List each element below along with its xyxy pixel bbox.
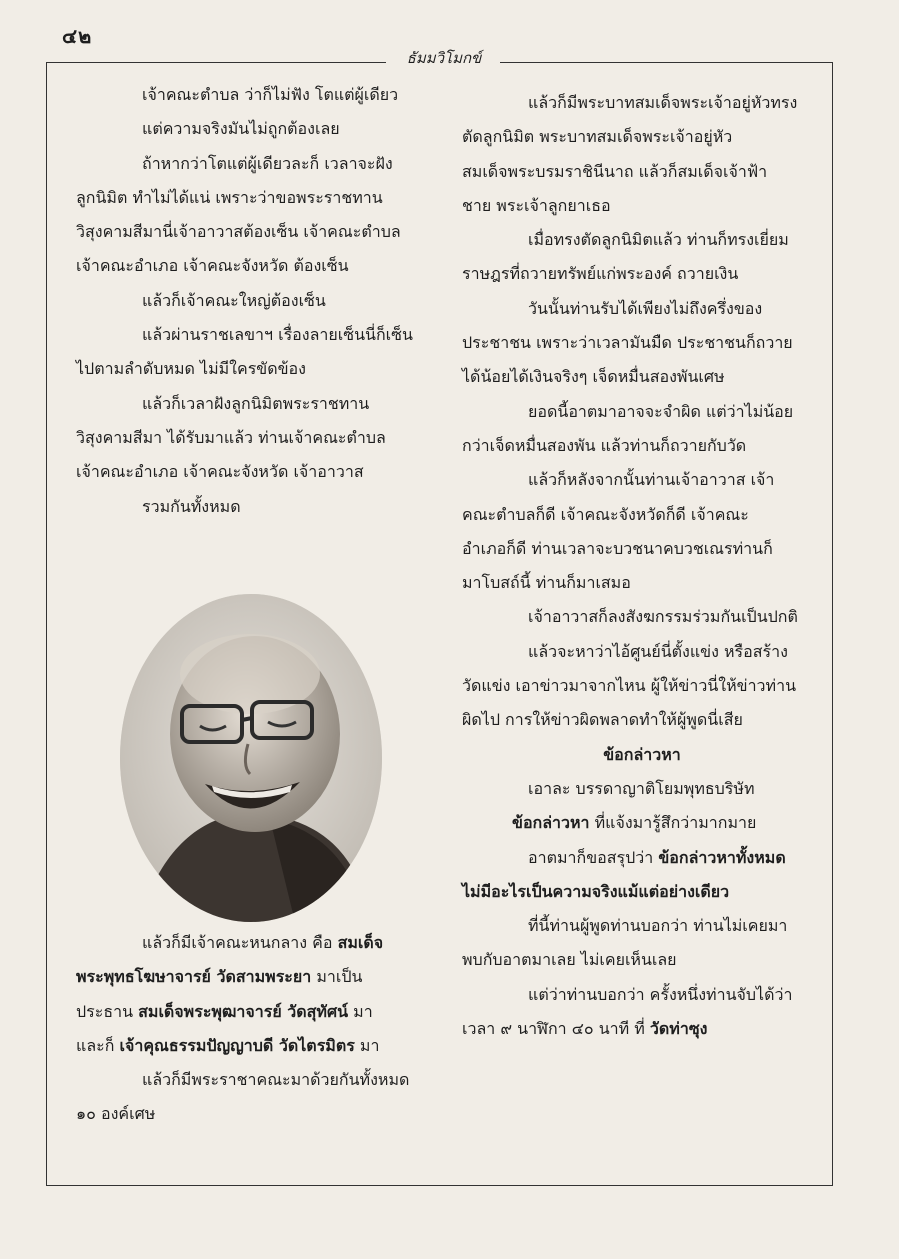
text-line: ตัดลูกนิมิต พระบาทสมเด็จพระเจ้าอยู่หัว	[462, 127, 733, 147]
page-number: ๔๒	[62, 24, 93, 48]
text-span: เวลา ๙ นาฬิกา ๔๐ นาที ที่	[462, 1019, 650, 1039]
text-line: เอาละ บรรดาญาติโยมพุทธบริษัท	[528, 778, 755, 798]
text-line: ยอดนี้อาตมาอาจจะจำผิด แต่ว่าไม่น้อย	[528, 401, 794, 421]
text-line: แล้วก็มีพระบาทสมเด็จพระเจ้าอยู่หัวทรง	[528, 93, 798, 112]
text-line: สมเด็จพระบรมราชินีนาถ แล้วก็สมเด็จเจ้าฟ้า	[462, 161, 768, 181]
text-line: แล้วก็เวลาฝังลูกนิมิตพระราชทาน	[142, 393, 370, 413]
text-line: รวมกันทั้งหมด	[142, 496, 241, 516]
text-line: แล้วก็มีพระราชาคณะมาด้วยกันทั้งหมด	[142, 1070, 410, 1090]
text-line: อำเภอก็ดี ท่านเวลาจะบวชนาคบวชเณรท่านก็	[462, 538, 773, 558]
text-line: แต่ว่าท่านบอกว่า ครั้งหนึ่งท่านจับได้ว่า	[528, 984, 793, 1004]
text-line: เจ้าคณะอำเภอ เจ้าคณะจังหวัด เจ้าอาวาส	[76, 462, 364, 482]
text-span: แล้วก็มีเจ้าคณะหนกลาง คือ	[142, 933, 338, 952]
text-line	[76, 1029, 446, 1063]
text-line	[76, 926, 446, 960]
portrait-illustration	[120, 594, 382, 922]
text-line	[462, 841, 822, 875]
text-line: ชาย พระเจ้าลูกยาเธอ	[462, 195, 611, 215]
text-line: เจ้าคณะตำบล ว่าก็ไม่ฟัง โตแต่ผู้เดียว	[142, 85, 399, 104]
text-line: กว่าเจ็ดหมื่นสองพัน แล้วท่านก็ถวายกับวัด	[462, 435, 747, 455]
text-line: ราษฎรที่ถวายทรัพย์แก่พระองค์ ถวายเงิน	[462, 264, 739, 284]
text-line	[76, 960, 446, 994]
bold-name: เจ้าคุณธรรมปัญญาบดี วัดไตรมิตร	[119, 1035, 355, 1055]
right-column	[462, 86, 822, 1046]
text-line: คณะตำบลก็ดี เจ้าคณะจังหวัดก็ดี เจ้าคณะ	[462, 504, 749, 524]
bold-term: ไม่มีอะไรเป็นความจริงแม้แต่อย่างเดียว	[462, 881, 730, 901]
bold-name: สมเด็จพระพุฒาจารย์ วัดสุทัศน์	[138, 1001, 349, 1021]
text-line: ๑๐ องค์เศษ	[76, 1104, 156, 1124]
text-span: ประธาน	[76, 1001, 139, 1021]
text-span: มา	[354, 1035, 380, 1055]
text-line: พบกับอาตมาเลย ไม่เคยเห็นเลย	[462, 950, 677, 970]
text-line: แล้วจะหาว่าไอ้ศูนย์นี่ตั้งแข่ง หรือสร้าง	[528, 641, 788, 661]
text-line: เจ้าอาวาสก็ลงสังฆกรรมร่วมกันเป็นปกติ	[528, 607, 798, 627]
text-line: มาโบสถ์นี้ ท่านก็มาเสมอ	[462, 573, 631, 593]
text-line: ไปตามลำดับหมด ไม่มีใครขัดข้อง	[76, 359, 306, 379]
text-span: อาตมาก็ขอสรุปว่า	[528, 847, 659, 867]
text-line: แล้วผ่านราชเลขาฯ เรื่องลายเซ็นนี่ก็เซ็น	[142, 325, 413, 345]
bold-name: พระพุทธโฆษาจารย์ วัดสามพระยา	[76, 967, 312, 987]
text-line: ผิดไป การให้ข่าวผิดพลาดทำให้ผู้พูดนี่เสีย	[462, 710, 743, 730]
portrait-photo	[120, 594, 382, 922]
text-line: ได้น้อยได้เงินจริงๆ เจ็ดหมื่นสองพันเศษ	[462, 367, 725, 387]
text-span: ที่แจ้งมารู้สึกว่ามากมาย	[589, 813, 757, 833]
left-column-bottom	[76, 926, 446, 1132]
text-line: เจ้าคณะอำเภอ เจ้าคณะจังหวัด ต้องเซ็น	[76, 256, 349, 276]
text-span: มาเป็น	[311, 967, 363, 987]
text-line: วิสุงคามสีมา ได้รับมาแล้ว ท่านเจ้าคณะตำบล	[76, 427, 386, 447]
bold-term: วัดท่าซุง	[649, 1019, 708, 1039]
text-line: เมื่อทรงตัดลูกนิมิตแล้ว ท่านก็ทรงเยี่ยม	[528, 230, 789, 250]
text-line: แต่ความจริงมันไม่ถูกต้องเลย	[142, 119, 340, 139]
left-column-top	[76, 78, 446, 524]
text-line	[76, 995, 446, 1029]
text-line: วัดแข่ง เอาข่าวมาจากไหน ผู้ให้ข่าวนี่ให้ข่าวท่าน	[462, 676, 796, 696]
text-line: แล้วก็หลังจากนั้นท่านเจ้าอาวาส เจ้า	[528, 470, 775, 490]
bold-name: สมเด็จ	[337, 933, 384, 952]
text-line: แล้วก็เจ้าคณะใหญ่ต้องเซ็น	[142, 290, 326, 310]
text-line: วิสุงคามสีมานี่เจ้าอาวาสต้องเซ็น เจ้าคณะตำบล	[76, 222, 401, 242]
text-line: ถ้าหากว่าโตแต่ผู้เดียวละก็ เวลาจะฝัง	[142, 153, 393, 173]
text-line	[462, 1012, 822, 1046]
running-title: ธัมมวิโมกข์	[406, 49, 482, 67]
text-span: มา	[348, 1001, 373, 1021]
bold-term: ข้อกล่าวหาทั้งหมด	[658, 847, 786, 867]
text-line: ลูกนิมิต ทำไม่ได้แน่ เพราะว่าขอพระราชทาน	[76, 187, 383, 207]
text-span: และก็	[76, 1035, 120, 1055]
text-line: ประชาชน เพราะว่าเวลามันมืด ประชาชนก็ถวาย	[462, 333, 793, 353]
text-line: ที่นี้ท่านผู้พูดท่านบอกว่า ท่านไม่เคยมา	[528, 916, 788, 936]
text-line	[462, 875, 822, 909]
section-heading: ข้อกล่าวหา	[603, 744, 681, 764]
text-line: วันนั้นท่านรับได้เพียงไม่ถึงครึ่งของ	[528, 298, 763, 318]
text-line	[462, 806, 822, 840]
bold-term: ข้อกล่าวหา	[512, 813, 590, 833]
